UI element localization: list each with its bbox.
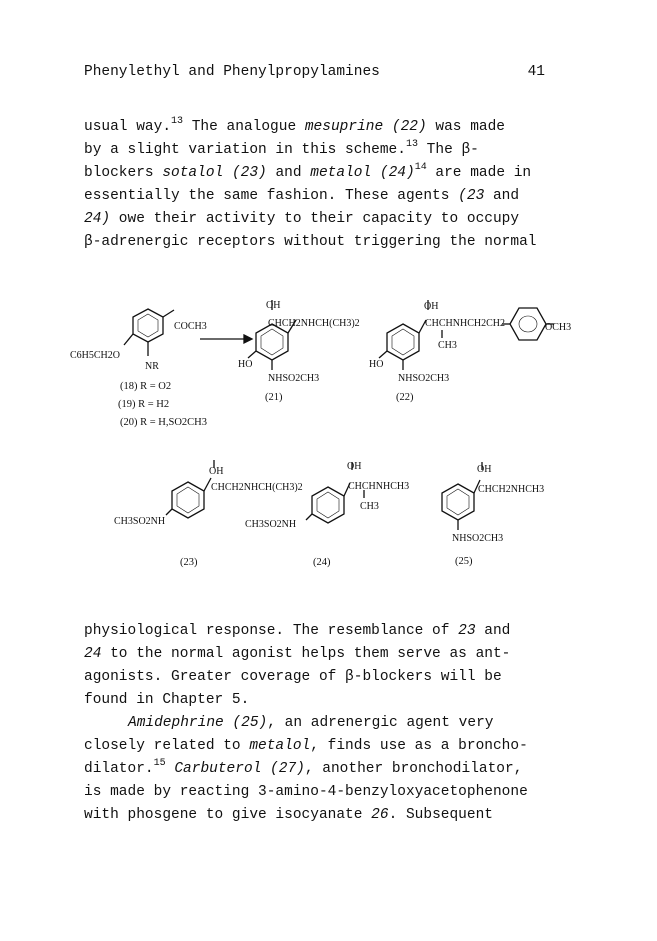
- text-run: essentially the same fashion. These agents: [84, 188, 459, 204]
- compound-name: Amidephrine (25): [128, 715, 268, 731]
- substituent-label: CHCHNHCH2CH2: [425, 318, 506, 329]
- text-run: by a slight variation in this scheme.: [84, 142, 406, 158]
- text-run: owe their activity to their capacity to occupy: [110, 211, 520, 227]
- text-run: , an adrenergic agent very: [267, 715, 494, 731]
- text-run: . Subsequent: [388, 807, 493, 823]
- compound-label-23: (23): [180, 557, 198, 568]
- text-run: with phosgene to give isocyanate: [84, 807, 372, 823]
- substituent-label: OH: [266, 300, 281, 311]
- substituent-label: OH: [347, 461, 362, 472]
- substituent-label: C6H5CH2O: [70, 350, 121, 361]
- bond: [248, 351, 256, 358]
- substituent-label: NHSO2CH3: [268, 373, 320, 384]
- benzene-ring: [133, 309, 163, 342]
- substituent-label: CHCH2NHCH(CH3)2: [211, 482, 303, 493]
- substituent-label: NR: [145, 361, 159, 372]
- benzene-ring: [387, 324, 419, 360]
- text-run: was made: [426, 119, 506, 135]
- compound-label-25: (25): [455, 556, 473, 567]
- compound-label-21: (21): [265, 392, 283, 403]
- footnote-ref: 14: [414, 162, 427, 173]
- text-run: to the normal agonist helps them serve as ant-: [101, 646, 511, 662]
- footnote-ref: 13: [405, 139, 418, 150]
- text-line: [84, 643, 554, 666]
- compound-label-24: (24): [313, 557, 331, 568]
- compound-name: Carbuterol (27): [174, 761, 305, 777]
- bond: [306, 514, 312, 520]
- substituent-label: OH: [477, 464, 492, 475]
- compound-label-19: (19) R = H2: [118, 399, 170, 410]
- bond: [124, 334, 133, 345]
- compound-ref: (23: [458, 188, 485, 204]
- substituent-label: CHCH2NHCH(CH3)2: [268, 318, 360, 329]
- footnote-ref: 13: [171, 116, 184, 127]
- compound-label-18: (18) R = O2: [120, 381, 172, 392]
- running-title: Phenylethyl and Phenylpropylamines: [84, 64, 380, 80]
- bond: [163, 310, 174, 317]
- compound-name: mesuprine (22): [304, 119, 427, 135]
- benzene-ring: [510, 308, 546, 340]
- text-run: physiological response. The resemblance of: [84, 623, 459, 639]
- bond: [204, 478, 211, 491]
- substituent-label: OH: [424, 301, 439, 312]
- compound-ref: 23: [458, 623, 476, 639]
- bond: [166, 509, 172, 515]
- text-line: [84, 804, 554, 827]
- substituent-label: OH: [209, 466, 224, 477]
- benzene-ring: [312, 487, 344, 523]
- paragraph-bottom: [84, 620, 554, 827]
- substituent-label: NHSO2CH3: [398, 373, 450, 384]
- compound-label-20: (20) R = H,SO2CH3: [120, 417, 208, 428]
- text-run: The β-: [417, 142, 479, 158]
- compound-ref: 24): [84, 211, 111, 227]
- substituent-label: HO: [238, 359, 253, 370]
- text-run: are made in: [426, 165, 532, 181]
- substituent-label: CH3SO2NH: [245, 519, 297, 530]
- compound-ref: 24: [84, 646, 102, 662]
- bond: [379, 351, 387, 358]
- text-run: agonists. Greater coverage of β-blockers will be: [84, 669, 502, 685]
- text-line: [84, 689, 554, 712]
- page-number: 41: [527, 64, 545, 80]
- compound-name: sotalol (23): [162, 165, 267, 181]
- text-line: [84, 758, 554, 781]
- text-line: [84, 666, 554, 689]
- text-run: and: [266, 165, 311, 181]
- substituent-label: CHCHNHCH3: [348, 481, 410, 492]
- text-run: closely related to: [84, 738, 250, 754]
- compound-name: metalol (24): [310, 165, 415, 181]
- text-line: [84, 735, 554, 758]
- benzene-ring: [256, 324, 288, 360]
- substituent-label: COCH3: [174, 321, 207, 332]
- text-run: and: [484, 188, 520, 204]
- text-line: [84, 712, 554, 735]
- text-run: The analogue: [183, 119, 305, 135]
- text-run: and: [475, 623, 511, 639]
- text-run: found in Chapter 5.: [84, 692, 250, 708]
- text-run: β-adrenergic receptors without triggering the normal: [84, 234, 537, 250]
- text-run: blockers: [84, 165, 163, 181]
- text-line: [84, 620, 554, 643]
- substituent-label: CHCH2NHCH3: [478, 484, 545, 495]
- compound-name: metalol: [249, 738, 311, 754]
- benzene-ring: [442, 484, 474, 520]
- substituent-label: CH3: [438, 340, 457, 351]
- substituent-label: CH3SO2NH: [114, 516, 166, 527]
- text-run: , finds use as a broncho-: [310, 738, 528, 754]
- substituent-label: CH3: [360, 501, 379, 512]
- text-run: usual way.: [84, 119, 172, 135]
- substituent-label: HO: [369, 359, 384, 370]
- benzene-ring: [172, 482, 204, 518]
- text-run: is made by reacting 3-amino-4-benzyloxyacetophenone: [84, 784, 528, 800]
- text-run: , another bronchodilator,: [304, 761, 523, 777]
- text-line: [84, 781, 554, 804]
- substituent-label: NHSO2CH3: [452, 533, 504, 544]
- footnote-ref: 15: [153, 758, 166, 769]
- substituent-label: OCH3: [545, 322, 572, 333]
- compound-ref: 26: [371, 807, 389, 823]
- text-run: dilator.: [84, 761, 154, 777]
- compound-label-22: (22): [396, 392, 414, 403]
- reaction-arrow: [200, 335, 252, 343]
